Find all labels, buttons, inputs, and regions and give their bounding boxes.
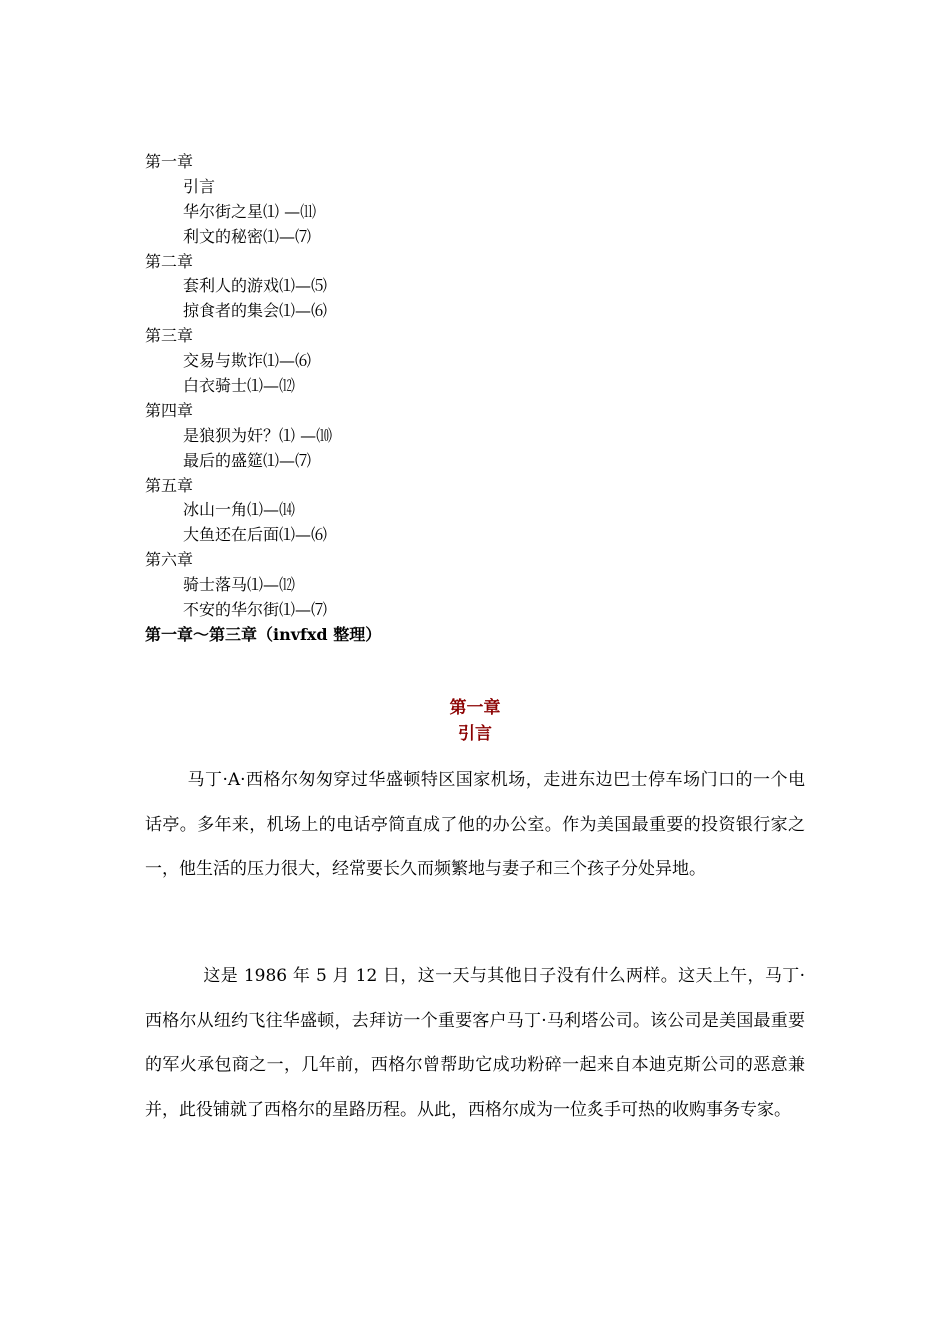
table-of-contents <box>145 150 845 648</box>
toc-item[interactable]: 大鱼还在后面⑴—⑹ <box>183 525 328 545</box>
chapter-subtitle: 引言 <box>458 724 492 744</box>
toc-chapter-3[interactable]: 第三章 <box>145 326 194 346</box>
section-heading: 第一章～第三章（invfxd 整理） <box>145 624 382 644</box>
toc-item[interactable]: 华尔街之星⑴ —⑾ <box>183 201 317 221</box>
toc-item[interactable]: 引言 <box>183 176 216 196</box>
body-paragraph-2 <box>145 954 805 1132</box>
paragraph-text: 这是 1986 年 5 月 12 日，这一天与其他日子没有什么两样。这天上午，马丁·西格尔从纽约飞往华盛顿，去拜访一个重要客户马丁·马利塔公司。该公司是美国最重要的军火承包商之一，几年前，西格尔曾帮助它成功粉碎一起来自本迪克斯公司的恶意兼并，此役铺就了西格尔的星路历程。从此，西格尔成为一位炙手可热的收购事务专家。 <box>145 966 805 1120</box>
toc-item[interactable]: 是狼狈为奸？⑴ —⑽ <box>183 425 333 445</box>
toc-item[interactable]: 不安的华尔街⑴—⑺ <box>183 600 328 620</box>
toc-chapter-2[interactable]: 第二章 <box>145 251 194 271</box>
toc-chapter-5[interactable]: 第五章 <box>145 475 194 495</box>
paragraph-text: 马丁·A·西格尔匆匆穿过华盛顿特区国家机场，走进东边巴士停车场门口的一个电话亭。多年来，机场上的电话亭简直成了他的办公室。作为美国最重要的投资银行家之一，他生活的压力很大，经常要长久而频繁地与妻子和三个孩子分处异地。 <box>145 770 805 879</box>
toc-item[interactable]: 骑士落马⑴—⑿ <box>183 575 296 595</box>
toc-item[interactable]: 最后的盛筵⑴—⑺ <box>183 450 312 470</box>
toc-item[interactable]: 掠食者的集会⑴—⑹ <box>183 301 328 321</box>
chapter-title: 第一章 <box>449 698 501 718</box>
toc-item[interactable]: 白衣骑士⑴—⑿ <box>183 376 296 396</box>
toc-item[interactable]: 冰山一角⑴—⒁ <box>183 500 296 520</box>
toc-item[interactable]: 套利人的游戏⑴—⑸ <box>183 276 328 296</box>
toc-item[interactable]: 交易与欺诈⑴—⑹ <box>183 351 312 371</box>
toc-chapter-6[interactable]: 第六章 <box>145 550 194 570</box>
toc-chapter-4[interactable]: 第四章 <box>145 400 194 420</box>
toc-chapter-1[interactable]: 第一章 <box>145 152 194 171</box>
toc-item[interactable]: 利文的秘密⑴—⑺ <box>183 226 312 246</box>
body-paragraph-1 <box>145 758 805 892</box>
